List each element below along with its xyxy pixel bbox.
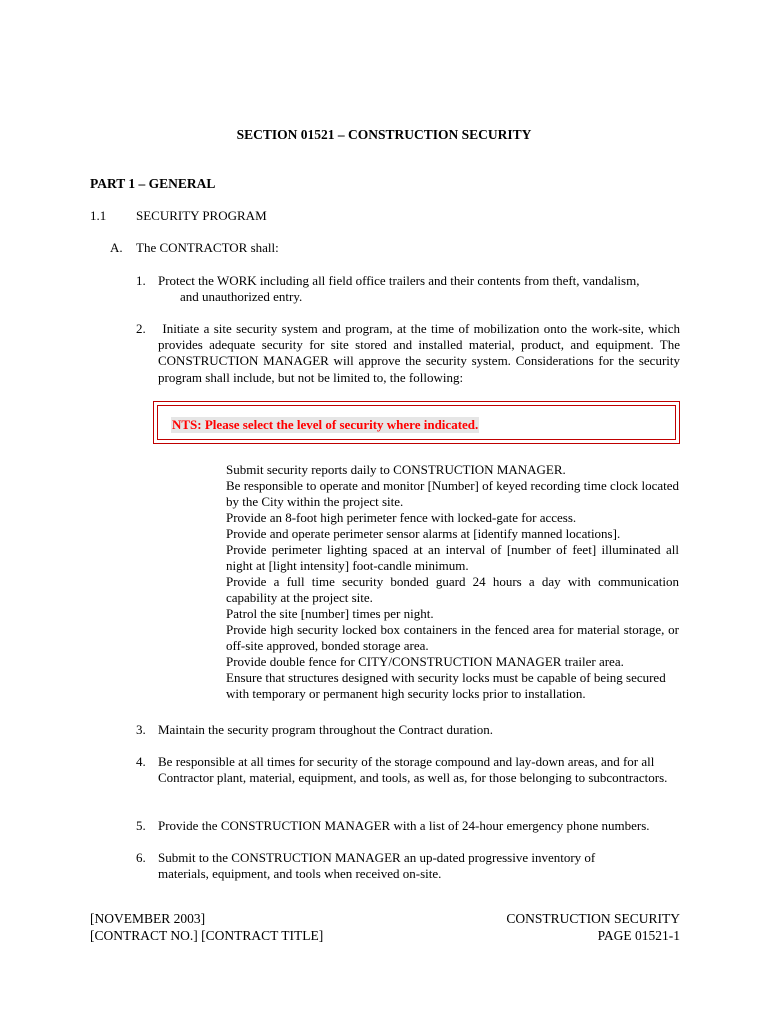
subsection-label: A. (110, 240, 123, 255)
considerations-list (226, 462, 679, 702)
list-item: Provide a full time security bonded guard 24 hours a day with communication capability at the project site. (226, 574, 679, 605)
section-number: 1.1 (90, 208, 107, 223)
list-item: Submit security reports daily to CONSTRUCTION MANAGER. (226, 462, 566, 477)
list-item: Be responsible at all times for security of the storage compound and lay-down areas, and for all Contractor plant, material, equipment, and tools, as well as, for those belonging to subcontractors. (158, 754, 668, 786)
list-item (158, 273, 686, 305)
item-number: 3. (136, 722, 146, 737)
item-number: 4. (136, 754, 146, 769)
note-text: NTS: Please select the level of security where indicated. (172, 417, 479, 432)
list-item: Initiate a site security system and program, at the time of mobilization onto the work-site, which provides adequate security for site stored and installed material, product, and equipment. The CONSTRUCTION MANAGER will approve the security system. Considerations for the security program shall include, but not be limited to, the following: (158, 321, 684, 385)
note-inner-border (157, 405, 676, 440)
list-item: Be responsible to operate and monitor [Number] of keyed recording time clock located by the City within the project site. (226, 478, 679, 509)
list-item: Provide and operate perimeter sensor alarms at [identify manned locations]. (226, 526, 621, 541)
list-item: Ensure that structures designed with security locks must be capable of being secured with temporary or permanent high security locks prior to installation. (226, 670, 666, 701)
item-number: 1. (136, 273, 146, 288)
item-number: 5. (136, 818, 146, 833)
footer-contract: [CONTRACT NO.] [CONTRACT TITLE] (90, 928, 324, 943)
item-text-line: and unauthorized entry. (180, 289, 303, 305)
footer-date: [NOVEMBER 2003] (90, 911, 206, 926)
footer-page-number: PAGE 01521-1 (597, 928, 680, 943)
list-item: Provide perimeter lighting spaced at an interval of [number of feet] illuminated all night at [light intensity] foot-candle minimum. (226, 542, 679, 573)
item-number: 6. (136, 850, 146, 865)
subsection-text: The CONTRACTOR shall: (136, 240, 279, 255)
list-item: Provide high security locked box containers in the fenced area for material storage, or off-site approved, bonded storage area. (226, 622, 679, 653)
list-item: Provide an 8-foot high perimeter fence with locked-gate for access. (226, 510, 577, 525)
list-item: Submit to the CONSTRUCTION MANAGER an up-dated progressive inventory of materials, equipment, and tools when received on-site. (158, 850, 596, 882)
footer-left (90, 910, 323, 944)
list-item: Provide the CONSTRUCTION MANAGER with a list of 24-hour emergency phone numbers. (158, 818, 650, 833)
list-item: Patrol the site [number] times per night. (226, 606, 434, 621)
list-item: Maintain the security program throughout the Contract duration. (158, 722, 494, 737)
footer-right (420, 910, 680, 944)
footer-section-name: CONSTRUCTION SECURITY (506, 911, 680, 926)
item-number: 2. (136, 321, 146, 336)
part-heading: PART 1 – GENERAL (90, 176, 216, 191)
section-title: SECTION 01521 – CONSTRUCTION SECURITY (236, 127, 532, 142)
item-text-line: Protect the WORK including all field office trailers and their contents from theft, vandalism, (158, 273, 640, 288)
note-box (153, 401, 680, 444)
section-heading: SECURITY PROGRAM (136, 208, 267, 223)
list-item: Provide double fence for CITY/CONSTRUCTION MANAGER trailer area. (226, 654, 624, 669)
